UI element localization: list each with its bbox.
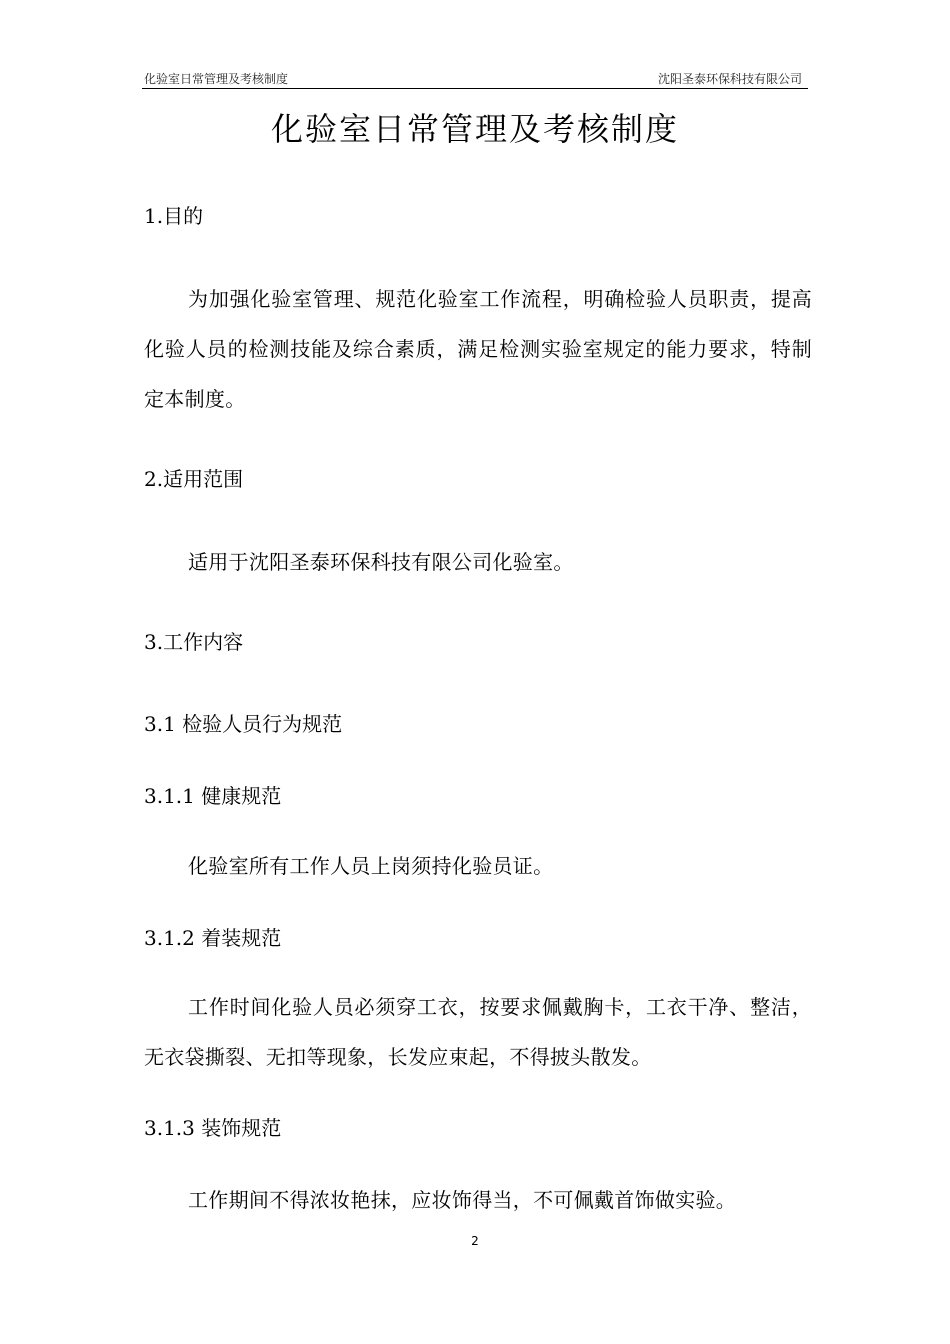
section-3-1-2-heading: 3.1.2 着装规范 (144, 926, 282, 950)
header-right-text: 沈阳圣泰环保科技有限公司 (657, 72, 802, 86)
section-2-heading: 2.适用范围 (144, 467, 244, 491)
section-3-1-heading: 3.1 检验人员行为规范 (144, 712, 343, 736)
section-1-heading: 1.目的 (144, 204, 204, 228)
section-3-1-1-heading: 3.1.1 健康规范 (144, 784, 282, 808)
section-3-1-1-paragraph: 化验室所有工作人员上岗须持化验员证。 (188, 854, 554, 878)
section-3-1-3-paragraph: 工作期间不得浓妆艳抹，应妆饰得当，不可佩戴首饰做实验。 (188, 1188, 737, 1212)
section-3-heading: 3.工作内容 (144, 630, 244, 654)
header-left-text: 化验室日常管理及考核制度 (144, 72, 289, 86)
section-3-1-2-paragraph: 工作时间化验人员必须穿工衣，按要求佩戴胸卡，工衣干净、整洁，无衣袋撕裂、无扣等现象，长发应束起，不得披头散发。 (144, 995, 812, 1069)
section-1-paragraph: 为加强化验室管理、规范化验室工作流程，明确检验人员职责，提高化验人员的检测技能及综合素质，满足检测实验室规定的能力要求，特制定本制度。 (144, 287, 812, 411)
section-3-1-3-heading: 3.1.3 装饰规范 (144, 1116, 282, 1140)
header-rule (142, 88, 808, 89)
page-number: 2 (471, 1234, 479, 1248)
document-title: 化验室日常管理及考核制度 (270, 110, 679, 148)
section-2-paragraph: 适用于沈阳圣泰环保科技有限公司化验室。 (188, 550, 574, 574)
